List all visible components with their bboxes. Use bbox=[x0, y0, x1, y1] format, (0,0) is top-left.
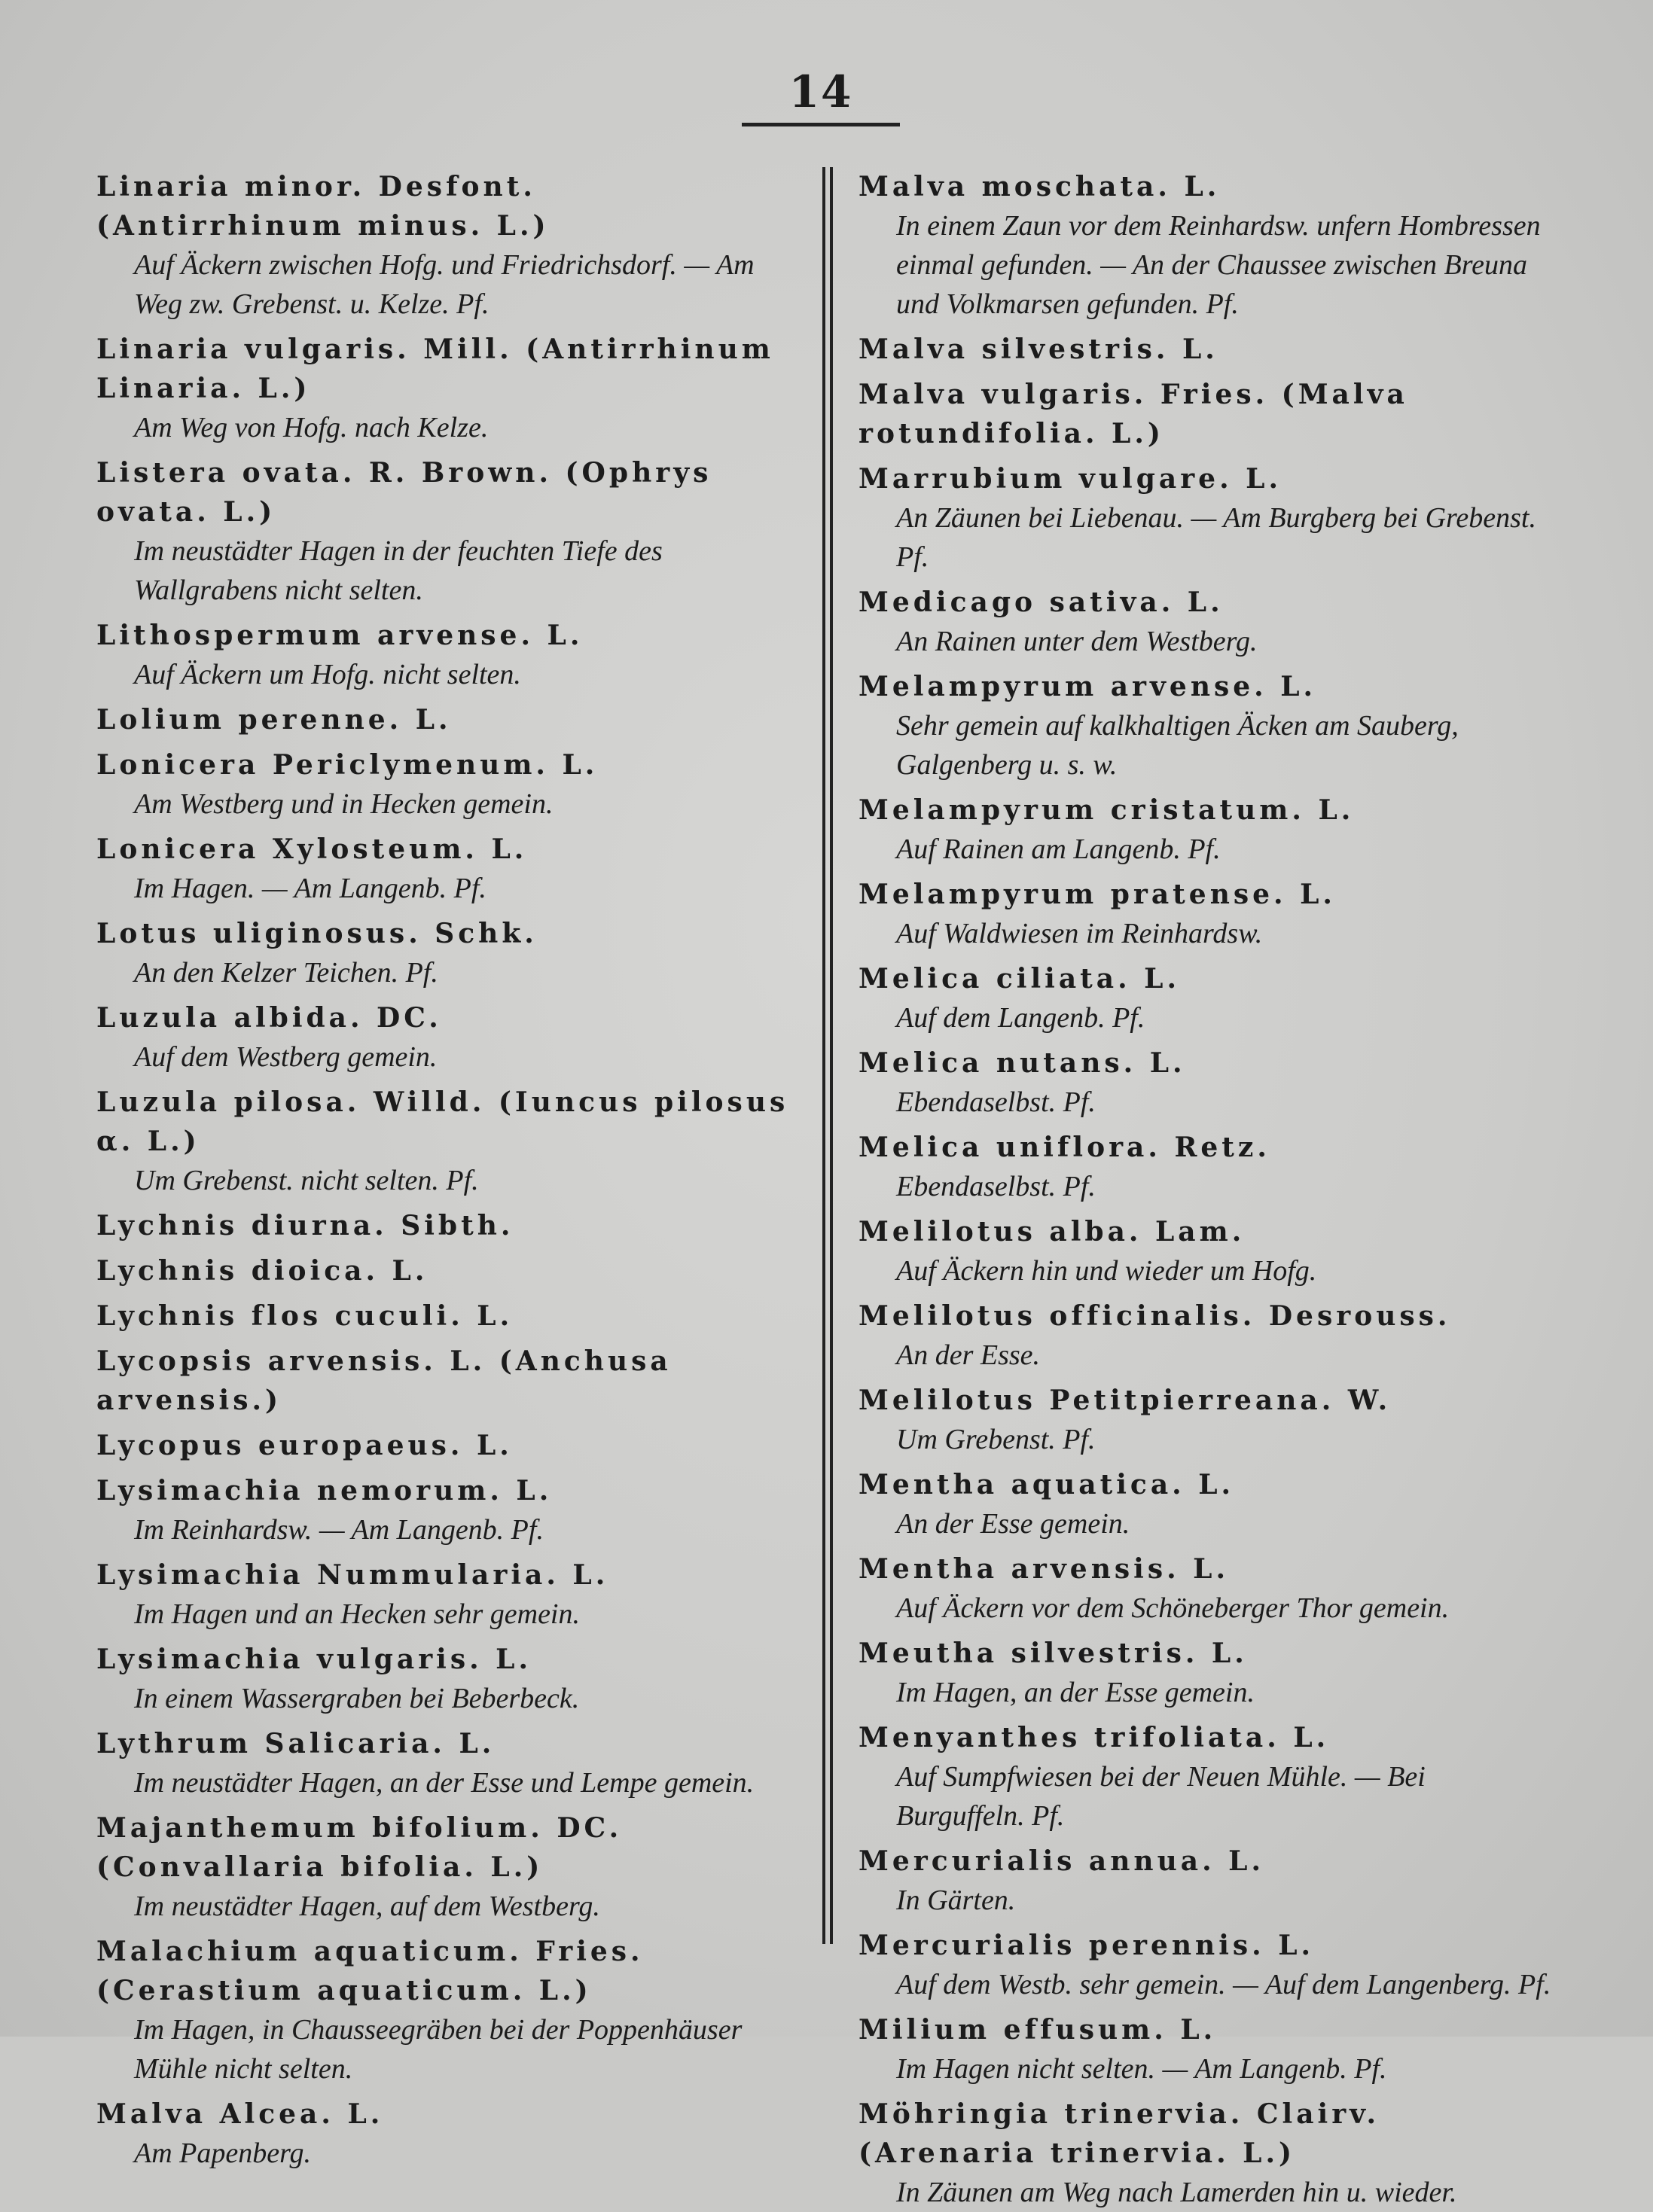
species-name: Lysimachia Nummularia. L. bbox=[96, 1559, 609, 1591]
left-column bbox=[96, 167, 789, 2169]
species-name: Menyanthes trifoliata. L. bbox=[859, 1722, 1330, 1753]
species-locality: Im Hagen, in Chausseegräben bei der Poppenhäuser Mühle nicht selten. bbox=[134, 2014, 743, 2085]
species-name: Mercurialis perennis. L. bbox=[859, 1930, 1315, 1961]
species-name: Möhringia trinervia. Clairv. (Arenaria trinervia. L.) bbox=[859, 2098, 1380, 2169]
species-name: Melica uniflora. Retz. bbox=[859, 1132, 1270, 1163]
species-locality: An der Esse. bbox=[896, 1339, 1041, 1371]
species-name: Lithospermum arvense. L. bbox=[96, 620, 584, 651]
species-locality: Im Hagen nicht selten. — Am Langenb. Pf. bbox=[896, 2053, 1387, 2085]
species-name: Lycopus europaeus. L. bbox=[96, 1430, 513, 1461]
species-name: Malva Alcea. L. bbox=[96, 2098, 384, 2130]
species-entry bbox=[96, 330, 789, 447]
species-entry bbox=[859, 330, 1551, 369]
species-entry bbox=[859, 1044, 1551, 1122]
species-name: Linaria minor. Desfont. (Antirrhinum minus. L.) bbox=[96, 171, 550, 242]
species-entry bbox=[859, 1634, 1551, 1712]
species-locality: Am Westberg und in Hecken gemein. bbox=[134, 788, 554, 820]
species-locality: Auf Äckern zwischen Hofg. und Friedrichsdorf. — Am Weg zw. Grebenst. u. Kelze. Pf. bbox=[134, 249, 755, 320]
species-entry bbox=[859, 959, 1551, 1037]
species-locality: Auf dem Westb. sehr gemein. — Auf dem Langenberg. Pf. bbox=[896, 1969, 1551, 2000]
species-name: Lychnis diurna. Sibth. bbox=[96, 1210, 514, 1242]
species-name: Lythrum Salicaria. L. bbox=[96, 1728, 496, 1760]
species-name: Melica ciliata. L. bbox=[859, 963, 1181, 995]
species-locality: Im Hagen und an Hecken sehr gemein. bbox=[134, 1598, 580, 1630]
page-number-rule bbox=[742, 123, 900, 126]
species-name: Lychnis flos cuculi. L. bbox=[96, 1300, 514, 1332]
species-name: Marrubium vulgare. L. bbox=[859, 463, 1282, 495]
species-entry bbox=[96, 1083, 789, 1200]
species-entry bbox=[96, 1296, 789, 1336]
species-name: Majanthemum bifolium. DC. (Convallaria bifolia. L.) bbox=[96, 1812, 623, 1883]
species-name: Lonicera Xylosteum. L. bbox=[96, 833, 528, 865]
species-entry bbox=[96, 745, 789, 824]
species-name: Melampyrum arvense. L. bbox=[859, 671, 1317, 702]
species-locality: Auf Waldwiesen im Reinhardsw. bbox=[896, 918, 1263, 949]
species-entry bbox=[859, 2095, 1551, 2212]
species-entry bbox=[96, 1640, 789, 1718]
species-entry bbox=[859, 875, 1551, 953]
column-divider-left-line bbox=[822, 167, 825, 1944]
species-name: Luzula albida. DC. bbox=[96, 1002, 442, 1034]
species-entry bbox=[96, 616, 789, 694]
species-locality: Im neustädter Hagen, an der Esse und Lempe gemein. bbox=[134, 1767, 755, 1799]
species-name: Malva silvestris. L. bbox=[859, 334, 1218, 365]
species-name: Malachium aquaticum. Fries. (Cerastium aquaticum. L.) bbox=[96, 1936, 644, 2006]
species-entry bbox=[96, 1808, 789, 1926]
species-entry bbox=[859, 2010, 1551, 2089]
species-entry bbox=[859, 1465, 1551, 1543]
species-locality: Im neustädter Hagen, auf dem Westberg. bbox=[134, 1891, 600, 1922]
species-locality: Ebendaselbst. Pf. bbox=[896, 1086, 1096, 1118]
species-locality: An Rainen unter dem Westberg. bbox=[896, 626, 1258, 657]
species-name: Meutha silvestris. L. bbox=[859, 1638, 1248, 1669]
species-locality: Um Grebenst. nicht selten. Pf. bbox=[134, 1165, 479, 1196]
species-entry bbox=[859, 1381, 1551, 1459]
species-name: Lycopsis arvensis. L. (Anchusa arvensis.) bbox=[96, 1345, 672, 1416]
species-entry bbox=[96, 1724, 789, 1802]
species-name: Lysimachia vulgaris. L. bbox=[96, 1644, 532, 1675]
species-entry bbox=[96, 2095, 789, 2173]
species-entry bbox=[859, 167, 1551, 324]
species-locality: Auf Äckern um Hofg. nicht selten. bbox=[134, 659, 521, 690]
species-entry bbox=[859, 791, 1551, 869]
species-locality: In einem Zaun vor dem Reinhardsw. unfern Hombressen einmal gefunden. — An der Chaussee zwischen Breuna und Volkmarsen gefunden. Pf. bbox=[896, 210, 1541, 320]
species-locality: Am Weg von Hofg. nach Kelze. bbox=[134, 412, 489, 443]
species-name: Lonicera Periclymenum. L. bbox=[96, 749, 599, 781]
species-entry bbox=[859, 1926, 1551, 2004]
species-locality: Im Reinhardsw. — Am Langenb. Pf. bbox=[134, 1514, 544, 1546]
species-name: Milium effusum. L. bbox=[859, 2014, 1217, 2046]
species-locality: Sehr gemein auf kalkhaltigen Äcken am Sauberg, Galgenberg u. s. w. bbox=[896, 710, 1459, 781]
species-entry bbox=[96, 700, 789, 739]
species-entry bbox=[96, 1471, 789, 1549]
species-entry bbox=[859, 1212, 1551, 1290]
species-name: Mentha aquatica. L. bbox=[859, 1469, 1235, 1501]
species-entry bbox=[859, 375, 1551, 453]
species-entry bbox=[96, 914, 789, 992]
species-locality: In Zäunen am Weg nach Lamerden hin u. wieder. bbox=[896, 2177, 1457, 2208]
species-entry bbox=[859, 1128, 1551, 1206]
species-name: Melica nutans. L. bbox=[859, 1047, 1186, 1079]
species-locality: Auf Äckern vor dem Schöneberger Thor gemein. bbox=[896, 1592, 1450, 1624]
species-name: Melilotus officinalis. Desrouss. bbox=[859, 1300, 1451, 1332]
species-entry bbox=[859, 667, 1551, 785]
species-locality: In einem Wassergraben bei Beberbeck. bbox=[134, 1683, 580, 1714]
species-locality: Auf dem Westberg gemein. bbox=[134, 1041, 438, 1073]
species-entry bbox=[96, 830, 789, 908]
species-entry bbox=[96, 1555, 789, 1634]
species-locality: Auf Rainen am Langenb. Pf. bbox=[896, 833, 1221, 865]
species-name: Melampyrum cristatum. L. bbox=[859, 794, 1355, 826]
species-entry bbox=[96, 1342, 789, 1420]
page-number: 14 bbox=[788, 66, 853, 117]
species-entry bbox=[96, 1932, 789, 2089]
species-name: Melilotus Petitpierreana. W. bbox=[859, 1385, 1392, 1416]
species-locality: Im Hagen. — Am Langenb. Pf. bbox=[134, 873, 486, 904]
species-entry bbox=[96, 453, 789, 610]
species-entry bbox=[96, 1206, 789, 1245]
species-name: Lysimachia nemorum. L. bbox=[96, 1475, 553, 1507]
species-name: Listera ovata. R. Brown. (Ophrys ovata. L.) bbox=[96, 457, 712, 528]
species-locality: Auf dem Langenb. Pf. bbox=[896, 1002, 1145, 1034]
species-locality: Im neustädter Hagen in der feuchten Tiefe des Wallgrabens nicht selten. bbox=[134, 535, 663, 606]
species-name: Malva vulgaris. Fries. (Malva rotundifolia. L.) bbox=[859, 379, 1408, 449]
species-locality: In Gärten. bbox=[896, 1884, 1016, 1916]
species-name: Lotus uliginosus. Schk. bbox=[96, 918, 538, 949]
right-column bbox=[859, 167, 1551, 2208]
species-name: Malva moschata. L. bbox=[859, 171, 1221, 203]
species-entry bbox=[96, 1426, 789, 1465]
species-locality: Um Grebenst. Pf. bbox=[896, 1424, 1096, 1455]
species-name: Mentha arvensis. L. bbox=[859, 1553, 1230, 1585]
species-entry bbox=[859, 1842, 1551, 1920]
species-entry bbox=[859, 1549, 1551, 1628]
species-locality: An den Kelzer Teichen. Pf. bbox=[134, 957, 438, 989]
species-name: Mercurialis annua. L. bbox=[859, 1845, 1265, 1877]
species-name: Lychnis dioica. L. bbox=[96, 1255, 428, 1287]
species-entry bbox=[859, 1296, 1551, 1375]
species-entry bbox=[96, 998, 789, 1077]
species-entry bbox=[96, 167, 789, 324]
species-name: Linaria vulgaris. Mill. (Antirrhinum Linaria. L.) bbox=[96, 334, 774, 404]
species-name: Luzula pilosa. Willd. (Iuncus pilosus α. L.) bbox=[96, 1086, 789, 1157]
species-locality: Auf Äckern hin und wieder um Hofg. bbox=[896, 1255, 1317, 1287]
species-locality: Am Papenberg. bbox=[134, 2137, 311, 2169]
species-locality: Auf Sumpfwiesen bei der Neuen Mühle. — Bei Burguffeln. Pf. bbox=[896, 1761, 1426, 1832]
species-locality: Im Hagen, an der Esse gemein. bbox=[896, 1677, 1255, 1708]
species-entry bbox=[96, 1251, 789, 1290]
species-entry bbox=[859, 459, 1551, 577]
column-divider-right-line bbox=[830, 167, 833, 1944]
species-locality: An Zäunen bei Liebenau. — Am Burgberg bei Grebenst. Pf. bbox=[896, 502, 1536, 573]
species-name: Melampyrum pratense. L. bbox=[859, 879, 1336, 910]
species-entry bbox=[859, 583, 1551, 661]
species-name: Melilotus alba. Lam. bbox=[859, 1216, 1246, 1248]
species-name: Medicago sativa. L. bbox=[859, 587, 1224, 618]
species-locality: An der Esse gemein. bbox=[896, 1508, 1130, 1540]
species-name: Lolium perenne. L. bbox=[96, 704, 452, 736]
species-entry bbox=[859, 1718, 1551, 1836]
species-locality: Ebendaselbst. Pf. bbox=[896, 1171, 1096, 1202]
